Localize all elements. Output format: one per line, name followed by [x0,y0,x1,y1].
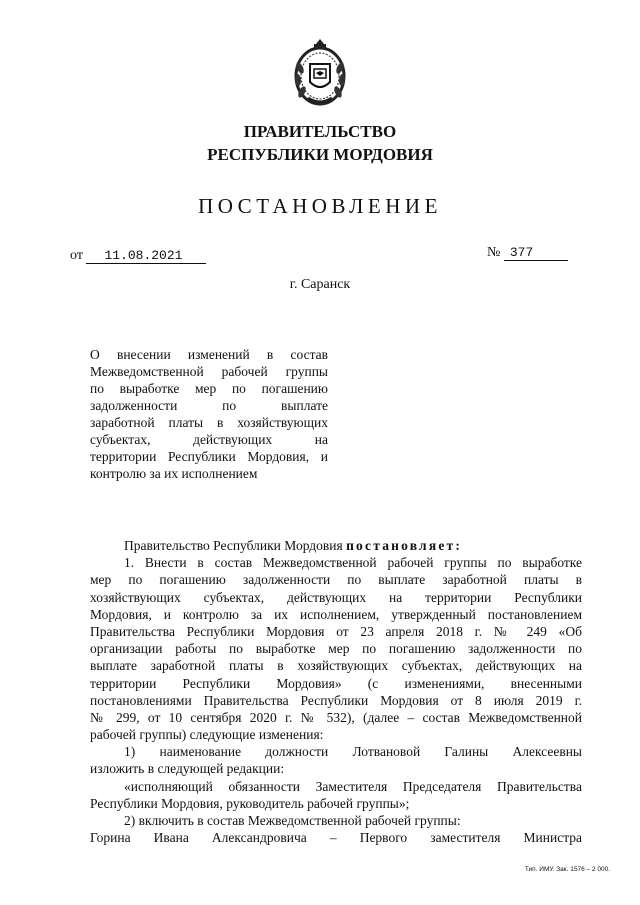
body-line: территории Республики Мордовия» (с изменениями, внесенными [90,675,582,691]
body-line: 1) наименование должности Лотвановой Галины Алексеевны [124,744,582,760]
date-prefix: от [70,248,83,263]
document-city: г. Саранск [289,277,351,292]
body-line: хозяйствующих субъектах, действующих на территории Республики [90,589,582,605]
subject-line: О внесении изменений в состав [90,347,328,362]
document-number [487,245,568,261]
body-line: постановлениями Правительства Республики Мордовия от 8 июля 2019 г. [90,692,582,708]
body-line: № 299, от 10 сентября 2020 г. № 532), (далее – состав Межведомственной [90,709,582,725]
body-line: «исполняющий обязанности Заместителя Председателя Правительства [124,778,582,794]
number-prefix: № [487,245,501,260]
subject-line: территории Республики Мордовия, и [90,449,328,464]
body-line: Республики Мордовия, руководитель рабочей группы»; [90,795,410,811]
mordovia-coat-of-arms-icon [292,38,348,108]
subject-line: субъектах, действующих на [90,432,328,447]
body-line: 2) включить в состав Межведомственной рабочей группы: [124,813,461,828]
body-line: рабочей группы) следующие изменения: [90,727,324,743]
body-intro-prefix: Правительство Республики Мордовия [124,538,343,553]
print-note: Тип. ИМУ. Зак. 1576 – 2 000. [524,866,610,873]
document-subject [90,346,328,482]
subject-line: Межведомственной рабочей группы [90,364,328,379]
body-line: изложить в следующей редакции: [90,761,285,777]
body-line: организации работы по выработке мер по погашению задолженности по [90,641,582,657]
body-line: Горина Ивана Александровича – Первого заместителя Министра [90,830,582,846]
number-value: 377 [504,245,568,261]
subject-line: задолженности по выплате [90,398,328,413]
body-line: Мордовия, и контролю за их исполнением, утвержденный постановлением [90,606,582,622]
body-intro-decree: постановляет: [346,538,463,553]
government-title-line2: РЕСПУБЛИКИ МОРДОВИЯ [207,145,433,164]
body-intro [90,537,582,554]
document-body [90,537,582,846]
date-value: 11.08.2021 [86,248,206,264]
body-line: Правительства Республики Мордовия от 23 апреля 2018 г. № 249 «Об [90,623,582,639]
document-type-title: ПОСТАНОВЛЕНИЕ [198,194,442,218]
body-line: мер по погашению задолженности по выплате заработной платы в [90,572,582,588]
body-line: 1. Внести в состав Межведомственной рабочей группы по выработке [124,555,582,571]
document-date [70,248,206,264]
body-line: выплате заработной платы в хозяйствующих субъектах, действующих на [90,658,582,674]
subject-line: по выработке мер по погашению [90,381,328,396]
subject-line: заработной платы в хозяйствующих [90,415,328,430]
subject-line: контролю за их исполнением [90,466,258,481]
government-title-line1: ПРАВИТЕЛЬСТВО [243,122,397,141]
